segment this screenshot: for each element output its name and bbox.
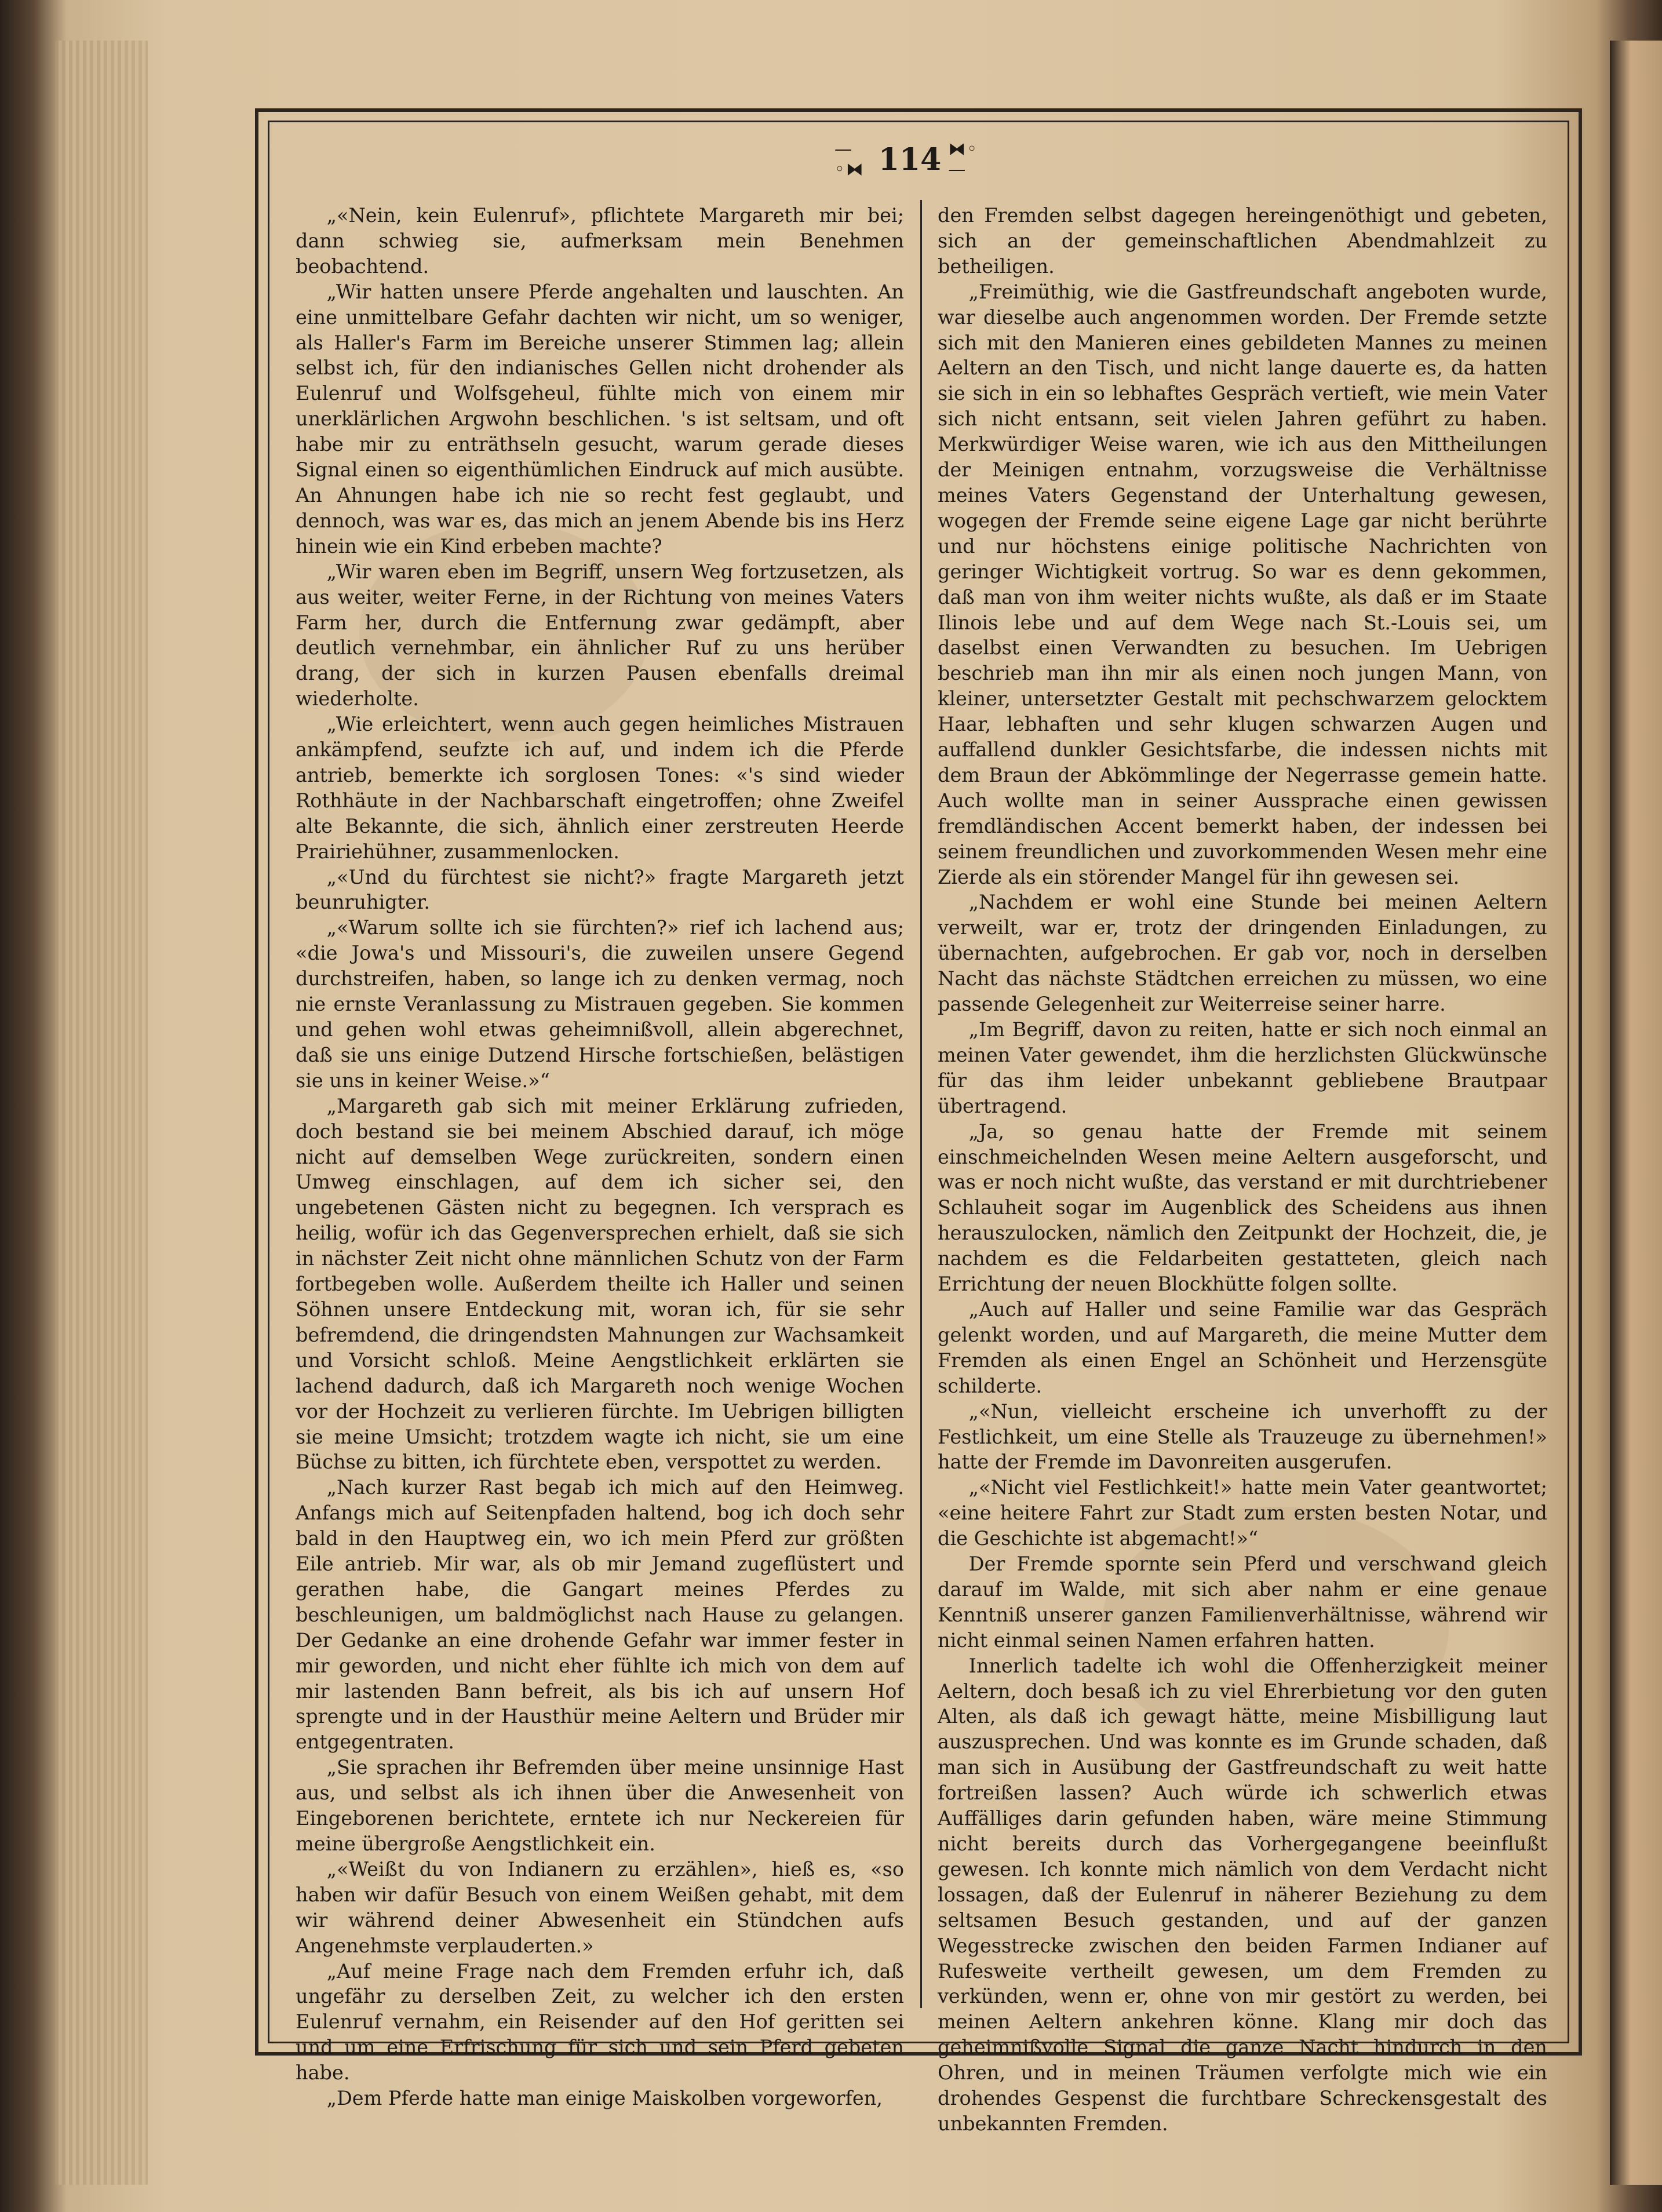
page-number: 114 (878, 141, 942, 177)
paragraph: „Wir waren eben im Begriff, unsern Weg fortzusetzen, als aus weiter, weiter Ferne, in der Richtung von meines Vaters Farm her, durch die Entfernung zwar gedämpft, aber deutlich vernehmbar, ein ähnlicher Ruf zu uns herüber drang, der sich in kurzen Pausen ebenfalls dreimal wiederholte. (296, 560, 904, 710)
page-stack-edge (55, 41, 148, 2185)
paragraph: Der Fremde spornte sein Pferd und verschwand gleich darauf im Walde, mit sich aber nahm er eine genaue Kenntniß unserer ganzen Familienverhältnisse, während wir nicht einmal seinen Namen erfahren hatten. (938, 1553, 1547, 1652)
paragraph: „«Warum sollte ich sie fürchten?» rief ich lachend aus; «die Jowa's und Missouri's, die zuweilen unsere Gegend durchstreifen, haben, so lange ich zu denken vermag, noch nie ernste Veranlassung zu Mistrauen gegeben. Sie kommen und gehen wohl etwas geheimnißvoll, allein abgerechnet, daß sie uns einige Dutzend Hirsche fortschießen, belästigen sie uns in keiner Weise.»“ (296, 916, 904, 1092)
paragraph: „Sie sprachen ihr Befremden über meine unsinnige Hast aus, und selbst als ich ihnen über die Anwesenheit von Eingeborenen berichtete, erntete ich nur Neckereien für meine übergroße Aengstlichkeit ein. (296, 1756, 904, 1855)
paragraph: „Wir hatten unsere Pferde angehalten und lauschten. An eine unmittelbare Gefahr dachten wir nicht, um so weniger, als Haller's Farm im Bereiche unserer Stimmen lag; allein selbst ich, für den indianisches Gellen nicht drohender als Eulenruf und Wolfsgeheul, fühlte mich von einem mir unerklärlichen Argwohn beschlichen. 's ist seltsam, und oft habe mir zu enträthseln gesucht, warum gerade dieses Signal einen so eigenthümlichen Eindruck auf mich ausübte. An Ahnungen habe ich nie so recht fest geglaubt, und dennoch, was war es, das mich an jenem Abende bis ins Herz hinein wie ein Kind erbeben machte? (296, 280, 904, 557)
column-divider (920, 200, 922, 2008)
paragraph: „Dem Pferde hatte man einige Maiskolben vorgeworfen, (326, 2087, 883, 2110)
page-header (834, 139, 985, 180)
paragraph: „Auch auf Haller und seine Familie war das Gespräch gelenkt worden, und auf Margareth, die meine Mutter dem Fremden als einen Engel an Schönheit und Herzensgüte schilderte. (938, 1298, 1547, 1397)
paragraph: „Im Begriff, davon zu reiten, hatte er sich noch einmal an meinen Vater gewendet, ihm die herzlichsten Glückwünsche für das ihm leider unbekannt gebliebene Brautpaar übertragend. (938, 1018, 1547, 1117)
paragraph: „Margareth gab sich mit meiner Erklärung zufrieden, doch bestand sie bei meinem Abschied darauf, ich möge nicht auf demselben Wege zurückreiten, sondern einen Umweg einschlagen, auf dem ich sicher sei, den ungebetenen Gästen nicht zu begegnen. Ich versprach es heilig, wofür ich das Gegenversprechen erhielt, daß sie sich in nächster Zeit nicht ohne männlichen Schutz von der Farm fortbegeben wolle. Außerdem theilte ich Haller und seinen Söhnen unsere Entdeckung mit, woran ich, für sie sehr befremdend, die dringendsten Mahnungen zur Wachsamkeit und Vorsicht schloß. Meine Aengstlichkeit erklärten sie lachend dadurch, daß ich Margareth noch wenige Wochen vor der Hochzeit zu verlieren fürchte. Im Uebrigen billigten sie meine Umsicht; trotzdem wagte ich nicht, sie um eine Büchse zu bitten, ich fürchtete eben, verspottet zu werden. (296, 1094, 904, 1474)
paragraph: „Wie erleichtert, wenn auch gegen heimliches Mistrauen ankämpfend, seufzte ich auf, und indem ich die Pferde antrieb, bemerkte ich sorglosen Tones: «'s sind wieder Rothhäute in der Nachbarschaft eingetroffen; ohne Zweifel alte Bekannte, die sich, ähnlich einer zerstreuten Heerde Prairiehühner, zusammenlocken. (296, 713, 904, 863)
facing-page-edge (1610, 41, 1662, 2185)
paragraph: „Nach kurzer Rast begab ich mich auf den Heimweg. Anfangs mich auf Seitenpfaden haltend, bog ich doch sehr bald in den Hauptweg ein, wo ich mein Pferd zur größten Eile antrieb. Mir war, als ob mir Jemand zugeflüstert und gerathen habe, die Gangart meines Pferdes zu beschleunigen, um baldmöglichst nach Hause zu gelangen. Der Gedanke an eine drohende Gefahr war immer fester in mir geworden, und nicht eher fühlte ich mich von dem auf mir lastenden Bann befreit, als bis ich auf unsern Hof sprengte und in der Hausthür meine Aeltern und Brüder mir entgegentraten. (296, 1476, 904, 1754)
paragraph: „«Nicht viel Festlichkeit!» hatte mein Vater geantwortet; «eine heitere Fahrt zur Stadt zum ersten besten Notar, und die Geschichte ist abgemacht!»“ (938, 1476, 1547, 1550)
paragraph: „Auf meine Frage nach dem Fremden erfuhr ich, daß ungefähr zu derselben Zeit, zu welcher ich den ersten Eulenruf vernahm, ein Reisender auf den Hof geritten sei und um eine Erfrischung für sich und sein Pferd gebeten habe. (296, 1959, 904, 2085)
paragraph: „Nachdem er wohl eine Stunde bei meinen Aeltern verweilt, war er, trotz der dringenden Einladungen, zu übernachten, aufgebrochen. Er gab vor, noch in derselben Nacht das nächste Städtchen erreichen zu müssen, wo eine passende Gelegenheit zur Weiterreise seiner harre. (938, 891, 1547, 1016)
right-column (938, 203, 1547, 2135)
paragraph: „«Und du fürchtest sie nicht?» fragte Margareth jetzt beunruhigter. (296, 865, 904, 914)
paragraph: „«Nein, kein Eulenruf», pflichtete Margareth mir bei; dann schwieg sie, aufmerksam mein Benehmen beobachtend. (296, 204, 904, 278)
paragraph: „«Nun, vielleicht erscheine ich unverhofft zu der Festlichkeit, um eine Stelle als Trauzeuge zu übernehmen!» hatte der Fremde im Davonreiten ausgerufen. (938, 1400, 1547, 1474)
paragraph: „«Weißt du von Indianern zu erzählen», hieß es, «so haben wir dafür Besuch von einem Weißen gehabt, mit dem wir während deiner Abwesenheit ein Stündchen aufs Angenehmste verplauderten.» (296, 1857, 904, 1957)
paragraph: den Fremden selbst dagegen hereingenöthigt und gebeten, sich an der gemeinschaftlichen Abendmahlzeit zu betheiligen. (938, 204, 1547, 278)
paragraph: „Ja, so genau hatte der Fremde mit seinem einschmeichelnden Wesen meine Aeltern ausgeforscht, und was er noch nicht wußte, das verstand er mit durchtriebener Schlauheit sogar im Augenblick des Scheidens aus ihnen herauszulocken, nämlich den Zeitpunkt der Hochzeit, die, je nachdem es die Feldarbeiten gestatteten, gleich nach Errichtung der neuen Blockhütte folgen sollte. (938, 1120, 1547, 1296)
paragraph: Innerlich tadelte ich wohl die Offenherzigkeit meiner Aeltern, doch besaß ich zu viel Ehrerbietung vor den guten Alten, als daß ich gewagt hätte, meine Misbilligung laut auszusprechen. Und was konnte es im Grunde schaden, daß man sich in Ausübung der Gastfreundschaft zu weit hatte fortreißen lassen? Auch würde ich schwerlich etwas Auffälliges darin gefunden haben, wäre meine Stimmung nicht bereits durch das Vorhergegangene beeinflußt gewesen. Ich konnte mich nämlich von dem Verdacht nicht lossagen, daß der Eulenruf in näherer Beziehung zu dem seltsamen Besuch gestanden, und auf der ganzen Wegesstrecke zwischen den beiden Farmen Indianer auf Rufesweite vertheilt gewesen, um dem Fremden zu verkünden, wenn er, ohne von mir gestört zu werden, bei meinen Aeltern ankehren könne. Klang mir doch das geheimnißvolle Signal die ganze Nacht hindurch in den Ohren, und in meinen Träumen verfolgte mich wie ein drohendes Gespenst die furchtbare Schreckensgestalt des unbekannten Fremden. (938, 1654, 1547, 2135)
paragraph: „Freimüthig, wie die Gastfreundschaft angeboten wurde, war dieselbe auch angenommen worden. Der Fremde setzte sich mit den Manieren eines gebildeten Mannes zu meinen Aeltern an den Tisch, und nicht lange dauerte es, da hatten sie sich in ein so lebhaftes Gespräch vertieft, wie mein Vater sich nicht entsann, seit vielen Jahren geführt zu haben. Merkwürdiger Weise waren, wie ich aus den Mittheilungen der Meinigen entnahm, vorzugsweise die Verhältnisse meines Vaters Gegenstand der Unterhaltung gewesen, wogegen der Fremde seine eigene Lage gar nicht berührte und nur höchstens einige politische Nachrichten von geringer Wichtigkeit vortrug. So war es denn gekommen, daß man von ihm weiter nichts wußte, als daß er im Staate Ilinois lebe und auf dem Wege nach St.-Louis sei, um daselbst einen Verwandten zu besuchen. Im Uebrigen beschrieb man ihn mir als einen noch jungen Mann, von kleiner, untersetzter Gestalt mit pechschwarzem gelocktem Haar, lebhaften und sehr klugen schwarzen Augen und auffallend dunkler Gesichtsfarbe, die indessen nichts mit dem Braun der Abkömmlinge der Negerrasse gemein hatte. Auch wollte man in seiner Aussprache einen gewissen fremdländischen Accent bemerkt haben, der indessen bei seinem freundlichen und zuvorkommenden Wesen mehr eine Zierde als ein störender Mangel für ihn gewesen sei. (938, 280, 1547, 888)
header-ornament-left: —◦⧓ (834, 139, 865, 180)
left-column (296, 203, 904, 2110)
header-ornament-right: ⧓◦— (948, 139, 978, 180)
